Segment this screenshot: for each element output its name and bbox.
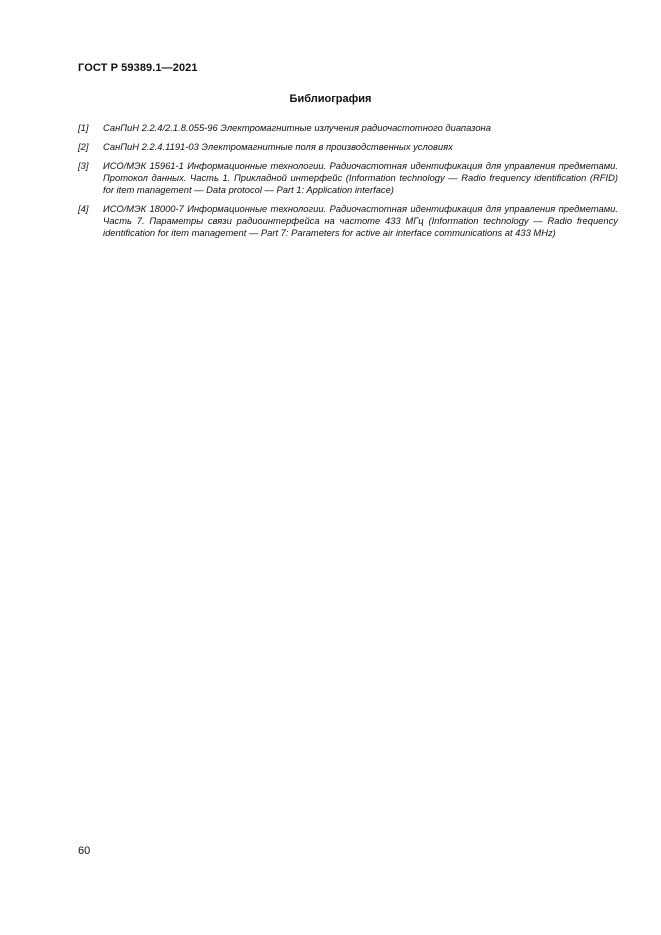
entry-number: [2] [78, 141, 89, 152]
entry-text: СанПиН 2.2.4/2.1.8.055-96 Электромагнитные излучения радиочастотного диапазона [103, 122, 491, 133]
entry-text: СанПиН 2.2.4.1191-03 Электромагнитные поля в производственных условиях [103, 141, 453, 152]
entry-text: ИСО/МЭК 18000-7 Информационные технологии. Радиочастотная идентификация для управления предметами. Часть 7. Параметры связи радиоинтерфейса на частоте 433 МГц (Information technology — Radio frequency identification for item management — Part 7: Parameters for active air interface communications at 433 MHz) [103, 203, 618, 238]
bibliography-entry [78, 203, 618, 239]
bibliography-list [78, 122, 618, 246]
bibliography-entry [78, 122, 618, 134]
bibliography-entry [78, 160, 618, 196]
entry-number: [3] [78, 160, 89, 171]
document-code: ГОСТ Р 59389.1—2021 [78, 62, 198, 74]
bibliography-entry [78, 141, 618, 153]
bibliography-title: Библиография [289, 93, 372, 105]
entry-text: ИСО/МЭК 15961-1 Информационные технологии. Радиочастотная идентификация для управления предметами. Протокол данных. Часть 1. Прикладной интерфейс (Information technology — Radio frequency identification (RFID) for item management — Data protocol — Part 1: Application interface) [103, 160, 618, 195]
entry-number: [4] [78, 203, 89, 214]
page-number: 60 [78, 845, 91, 857]
entry-number: [1] [78, 122, 89, 133]
